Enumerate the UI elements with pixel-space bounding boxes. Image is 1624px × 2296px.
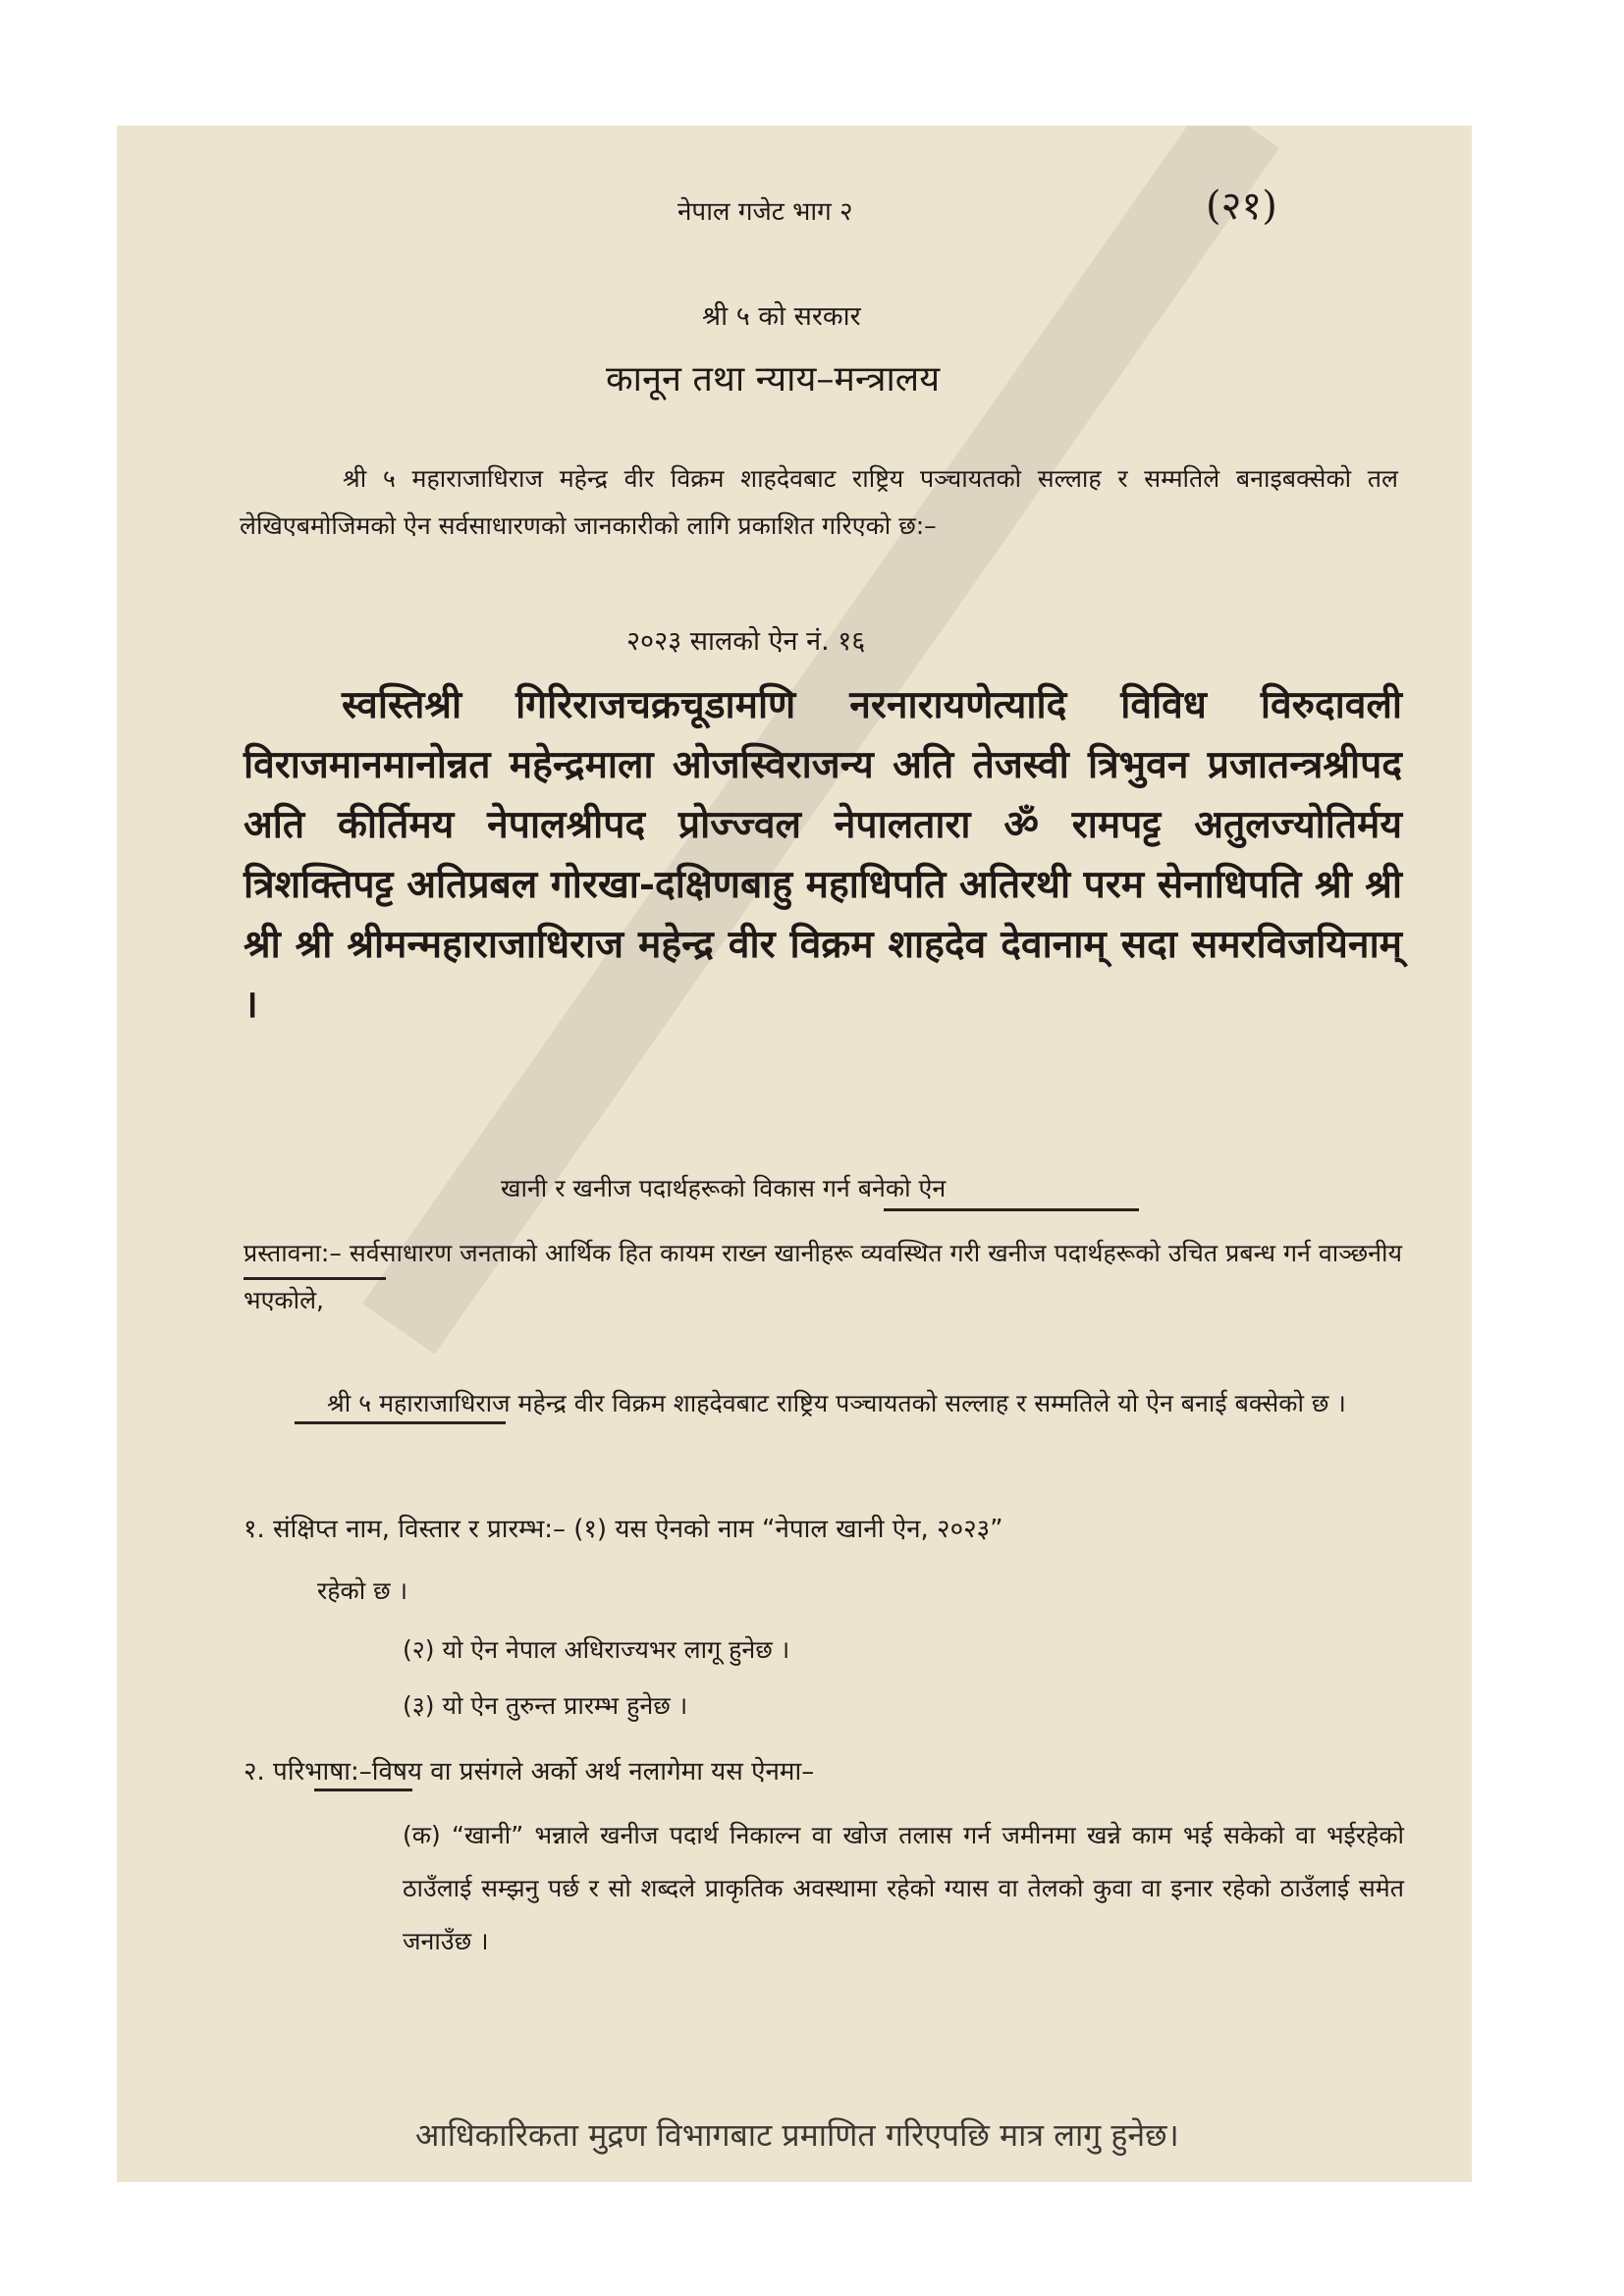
title-underline: [884, 1208, 1139, 1211]
authenticity-footer: आधिकारिकता मुद्रण विभागबाट प्रमाणित गरिएपछि मात्र लागु हुनेछ।: [415, 2116, 1179, 2154]
government-name: श्री ५ को सरकार: [702, 301, 861, 332]
section-1-heading: १. संक्षिप्त नाम, विस्तार र प्रारम्भ:– (१) यस ऐनको नाम “नेपाल खानी ऐन, २०२३”: [244, 1515, 1003, 1544]
enactment-underline: [295, 1421, 506, 1424]
section-1-subsection-2: (२) यो ऐन नेपाल अधिराज्यभर लागू हुनेछ ।: [403, 1635, 790, 1664]
ministry-name: कानून तथा न्याय–मन्त्रालय: [606, 359, 941, 400]
act-number: २०२३ सालको ऐन नं. १६: [626, 626, 866, 657]
royal-preamble: स्वस्तिश्री गिरिराजचक्रचूडामणि नरनारायणेत्यादि विविध विरुदावली विराजमानमानोन्नत महेन्द्रमाला ओजस्विराजन्य अति तेजस्वी त्रिभुवन प्रजातन्त्रश्रीपद अति कीर्तिमय नेपालश्रीपद प्रोज्ज्वल नेपालतारा ॐ रामपट्ट अतुलज्योतिर्मय त्रिशक्तिपट्ट अतिप्रबल गोरखा-दक्षिणबाहु महाधिपति अतिरथी परम सेनाधिपति श्री श्री श्री श्री श्रीमन्महाराजाधिराज महेन्द्र वीर विक्रम शाहदेव देवानाम् सदा समरविजयिनाम् ।: [244, 682, 1402, 1027]
section-2-underline: [314, 1789, 412, 1791]
section-1-continuation: रहेको छ ।: [317, 1576, 408, 1605]
prastavana-underline: [244, 1277, 386, 1280]
intro-paragraph: श्री ५ महाराजाधिराज महेन्द्र वीर विक्रम शाहदेवबाट राष्ट्रिय पञ्चायतको सल्लाह र सम्मतिले बनाइबक्सेको तल लेखिएबमोजिमको ऐन सर्वसाधारणको जानकारीको लागि प्रकाशित गरिएको छ:–: [240, 464, 1398, 540]
enactment-paragraph: श्री ५ महाराजाधिराज महेन्द्र वीर विक्रम शाहदेवबाट राष्ट्रिय पञ्चायतको सल्लाह र सम्मतिले यो ऐन बनाई बक्सेको छ ।: [327, 1389, 1346, 1417]
act-title: खानी र खनीज पदार्थहरूको विकास गर्न बनेको ऐन: [501, 1174, 947, 1202]
gazette-header: नेपाल गजेट भाग २: [677, 197, 853, 227]
page-number: (२१): [1206, 184, 1277, 229]
preamble-paragraph: प्रस्तावना:– सर्वसाधारण जनताको आर्थिक हित कायम राख्न खानीहरू व्यवस्थित गरी खनीज पदार्थहरूको उचित प्रबन्ध गर्न वाञ्छनीय भएकोले,: [244, 1239, 1402, 1314]
section-1-subsection-3: (३) यो ऐन तुरुन्त प्रारम्भ हुनेछ ।: [403, 1691, 688, 1720]
section-2-clause-ka: (क) “खानी” भन्नाले खनीज पदार्थ निकाल्न वा खोज तलास गर्न जमीनमा खन्ने काम भई सकेको वा भईरहेको ठाउँलाई सम्झनु पर्छ र सो शब्दले प्राकृतिक अवस्थामा रहेको ग्यास वा तेलको कुवा वा इनार रहेको ठाउँलाई समेत जनाउँछ ।: [403, 1821, 1404, 1955]
section-2-heading: २. परिभाषा:–विषय वा प्रसंगले अर्को अर्थ नलागेमा यस ऐनमा–: [244, 1757, 815, 1787]
